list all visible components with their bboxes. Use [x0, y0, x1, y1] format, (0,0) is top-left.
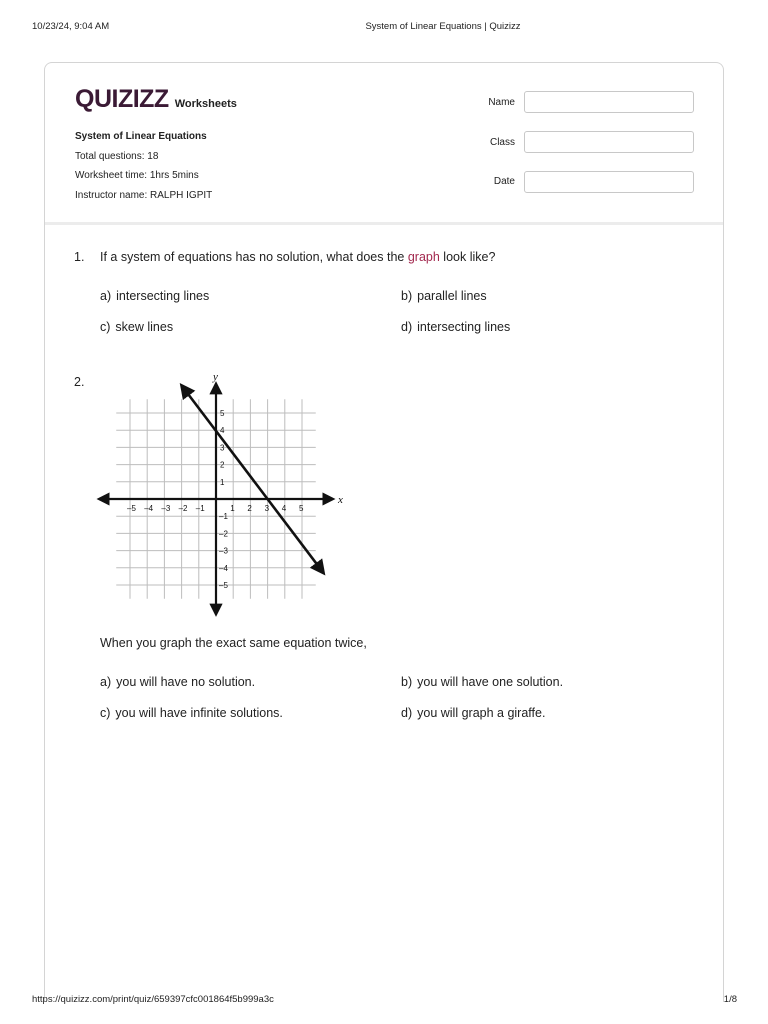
option-a — [100, 289, 209, 303]
option-text: you will have no solution. — [116, 675, 256, 689]
x-tick-label: –1 — [195, 504, 205, 513]
y-tick-label: –1 — [219, 512, 228, 522]
option-d — [401, 706, 545, 720]
date-label: Date — [493, 176, 515, 187]
y-axis-label: y — [213, 370, 218, 383]
option-letter: a) — [100, 289, 112, 303]
x-tick-label: –2 — [178, 504, 188, 513]
quizizz-logo — [75, 85, 237, 114]
option-text: you will graph a giraffe. — [417, 706, 546, 720]
question-number: 1. — [74, 250, 85, 264]
y-tick-label: 4 — [220, 426, 225, 436]
y-tick-label: 2 — [220, 460, 225, 470]
x-tick-label: –3 — [161, 504, 171, 513]
option-text: you will have infinite solutions. — [115, 706, 283, 720]
y-tick-label: 3 — [220, 443, 225, 453]
option-letter: d) — [401, 706, 413, 720]
option-text: skew lines — [115, 320, 174, 334]
instructor-name: Instructor name: RALPH IGPIT — [75, 189, 213, 201]
option-text: parallel lines — [417, 289, 487, 303]
x-axis-label: x — [337, 494, 343, 506]
y-tick-label: 1 — [220, 477, 225, 487]
glossary-link-graph[interactable]: graph — [407, 250, 440, 264]
option-text: intersecting lines — [417, 320, 511, 334]
option-text: you will have one solution. — [417, 675, 564, 689]
option-letter: c) — [100, 320, 111, 334]
x-tick-label: 2 — [247, 504, 252, 513]
x-tick-label: –5 — [127, 504, 136, 513]
worksheet-title: System of Linear Equations — [75, 131, 207, 142]
class-field[interactable] — [524, 131, 694, 153]
x-tick-label: 5 — [299, 504, 304, 513]
worksheet-time: Worksheet time: 1hrs 5mins — [75, 170, 199, 181]
x-tick-label: 3 — [264, 504, 270, 513]
question-text: When you graph the exact same equation twice, — [100, 636, 367, 650]
worksheet-header — [45, 63, 723, 223]
name-field[interactable] — [524, 91, 694, 113]
date-field[interactable] — [524, 171, 694, 193]
y-tick-label: –2 — [219, 529, 228, 539]
class-label: Class — [489, 137, 515, 148]
option-letter: a) — [100, 675, 112, 689]
option-letter: b) — [401, 675, 413, 689]
header-divider — [45, 222, 723, 225]
option-a — [100, 675, 255, 689]
page-number: 1/8 — [723, 994, 737, 1005]
logo-mark: QUIZIZZ — [75, 85, 169, 113]
y-tick-label: –5 — [219, 581, 228, 590]
logo-subtitle: Worksheets — [174, 98, 237, 110]
option-c — [100, 706, 283, 720]
coordinate-graph — [96, 366, 346, 618]
y-tick-label: –4 — [219, 563, 228, 573]
option-letter: d) — [401, 320, 413, 334]
worksheet-meta — [75, 127, 212, 205]
question-number: 2. — [74, 375, 85, 389]
option-text: intersecting lines — [116, 289, 210, 303]
option-letter: b) — [401, 289, 413, 303]
option-letter: c) — [100, 706, 111, 720]
print-url[interactable]: https://quizizz.com/print/quiz/659397cfc001864f5b999a3c — [32, 994, 274, 1005]
option-b — [401, 289, 487, 303]
option-d — [401, 320, 510, 334]
y-tick-label: –3 — [219, 546, 228, 556]
y-tick-label: 5 — [220, 409, 225, 418]
x-tick-label: 1 — [230, 504, 235, 513]
question-text-end: look like? — [439, 250, 496, 264]
question-text — [100, 250, 495, 264]
question-text-start: If a system of equations has no solution, what does the — [100, 250, 408, 264]
option-c — [100, 320, 173, 334]
option-b — [401, 675, 563, 689]
print-datetime: 10/23/24, 9:04 AM — [32, 21, 110, 32]
x-tick-label: –4 — [144, 504, 154, 513]
x-tick-label: 4 — [281, 504, 287, 513]
print-doc-title: System of Linear Equations | Quizizz — [365, 21, 521, 32]
total-questions: Total questions: 18 — [75, 150, 159, 162]
name-label: Name — [488, 97, 515, 108]
